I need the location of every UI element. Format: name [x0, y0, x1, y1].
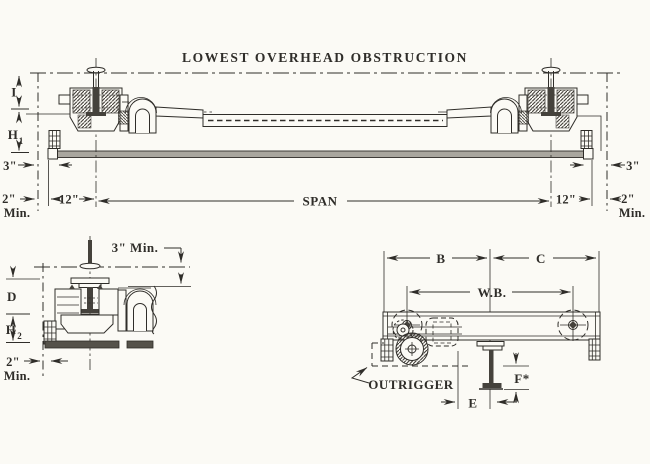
dimension-d-h2 [6, 269, 40, 343]
dimension-2in-right [610, 192, 645, 220]
left-bolt-bracket [49, 131, 60, 149]
left-trolley-assembly [59, 58, 157, 207]
wheel-stack [73, 90, 90, 113]
end-view [4, 236, 191, 383]
dimension-12in-left [49, 160, 95, 207]
dim-2in-label: 2" [6, 355, 20, 369]
dimension-2in-min [4, 355, 68, 383]
dim-12in-left-label: 12" [58, 192, 80, 207]
outrigger-leader [352, 368, 369, 384]
dim-h2-subscript: 2 [17, 331, 22, 341]
bolt-bracket [44, 321, 56, 344]
dim-top-clearance-label: 3" Min. [111, 240, 159, 255]
elevation-view [2, 50, 645, 220]
dim-2in-left-min: Min. [3, 206, 31, 220]
dim-3in-left-label: 3" [3, 159, 17, 173]
girder-web [489, 350, 494, 383]
right-bolt-bracket [581, 131, 592, 149]
bottom-bar [45, 341, 119, 348]
wheel-plate [118, 290, 126, 331]
dimension-b-c [387, 251, 596, 266]
dimension-12in-right [556, 160, 592, 207]
dimension-span [99, 194, 550, 209]
girder-bottom-flange [483, 383, 502, 388]
trolley-bottom-frame [61, 315, 113, 333]
wheel-stack [102, 90, 119, 113]
hanger-rod [88, 240, 92, 265]
dimension-2in-left [2, 192, 34, 220]
truck-view [352, 249, 600, 411]
dim-span-label: SPAN [302, 193, 338, 209]
runway-bar [48, 131, 593, 160]
dim-f-label: F* [514, 371, 530, 386]
trolley-end-view [44, 285, 157, 349]
hanger-cap [87, 67, 105, 73]
dim-2in-right-min: Min. [618, 206, 646, 220]
dim-d-label: D [7, 289, 17, 304]
right-bolt-bracket [589, 339, 600, 360]
dim-c-label: C [536, 251, 546, 266]
wheel-stack [528, 90, 545, 113]
elevation-title: LOWEST OVERHEAD OBSTRUCTION [181, 50, 469, 65]
dim-h1-label: H [7, 127, 19, 142]
runway-beam-web [93, 87, 100, 112]
dimension-top-clearance [112, 240, 191, 287]
dimension-i-h1 [8, 76, 70, 153]
dim-h2-label: H [5, 322, 17, 337]
dim-3in-right-label: 3" [626, 159, 640, 173]
left-bolt-bracket [381, 339, 393, 361]
hanger-cap [542, 67, 560, 73]
runway-beam-web [548, 87, 555, 112]
wheel-stack [557, 90, 574, 113]
bridge-girder [148, 107, 500, 127]
dim-i-label: I [11, 84, 17, 100]
runway-beam-flange [86, 112, 106, 116]
dim-b-label: B [436, 251, 446, 266]
dim-h1-subscript: 1 [18, 136, 24, 146]
dim-e-label: E [468, 395, 478, 411]
hanger-cap [80, 263, 100, 269]
dim-2in-right-label: 2" [621, 192, 635, 206]
outrigger-label: OUTRIGGER [368, 377, 454, 392]
runway-beam-flange [541, 112, 561, 116]
girder-section [477, 342, 504, 390]
bottom-bar [127, 341, 153, 348]
dim-2in-min-label: Min. [3, 369, 31, 383]
dim-2in-left-label: 2" [2, 192, 16, 206]
dimension-wb [410, 285, 571, 300]
dim-12in-right-label: 12" [555, 192, 577, 207]
dimension-3in-right [570, 159, 640, 173]
dim-wb-label: W.B. [477, 285, 507, 300]
dimension-f [503, 353, 530, 402]
